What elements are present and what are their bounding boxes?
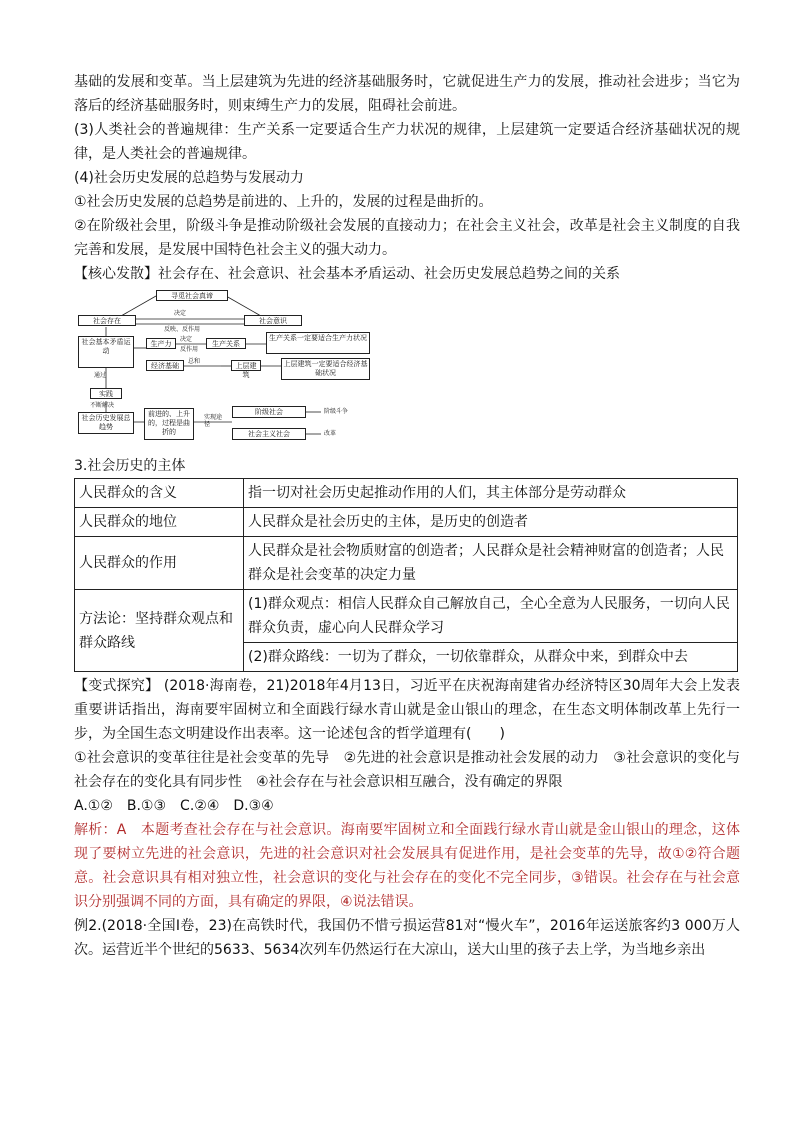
decide2-label: 决定 xyxy=(180,336,193,343)
superstructure-box: 上层建筑 xyxy=(231,360,261,371)
sum-label: 总和 xyxy=(188,358,201,365)
reflect-label: 反映、反作用 xyxy=(164,326,201,333)
table-cell: 指一切对社会历史起推动作用的人们，其主体部分是劳动群众 xyxy=(244,479,738,508)
table-cell: 人民群众的作用 xyxy=(75,537,244,590)
realize-label: 实现途径 xyxy=(204,414,223,428)
table-cell: 人民群众的含义 xyxy=(75,479,244,508)
paragraph-trend-2: ②在阶级社会里，阶级斗争是推动阶级社会发展的直接动力；在社会主义社会，改革是社会主义制度的自我完善和发展，是发展中国特色社会主义的强大动力。 xyxy=(74,218,740,258)
paragraph-economic-base: 基础的发展和变革。当上层建筑为先进的经济基础服务时，它就促进生产力的发展，推动社会进步；当它为落后的经济基础服务时，则束缚生产力的发展，阻碍社会前进。 xyxy=(74,74,740,114)
through-label: 通过 xyxy=(94,372,107,379)
analysis-text: 解析：A 本题考查社会存在与社会意识。海南要牢固树立和全面践行绿水青山就是金山银山的理念，这体现了要树立先进的社会意识，先进的社会意识对社会发展具有促进作用，是社会变革的先导，故①②符合题意。社会意识具有相对独立性，社会意识的变化与社会存在的变化不完全同步，③错误。社会存在与社会意识分别强调不同的方面，具有确定的界限，④说法错误。 xyxy=(74,822,740,910)
social-being-box: 社会存在 xyxy=(78,315,136,326)
document-page xyxy=(74,70,740,962)
table-cell: (1)群众观点：相信人民群众自己解放自己，全心全意为人民服务，一切向人民群众负责，虚心向人民群众学习 xyxy=(244,590,738,643)
question-options: ①社会意识的变革往往是社会变革的先导 ②先进的社会意识是推动社会发展的动力 ③社会意识的变化与社会存在的变化具有同步性 ④社会存在与社会意识相互融合，没有确定的界限 xyxy=(74,750,740,790)
core-heading: 【核心发散】社会存在、社会意识、社会基本矛盾运动、社会历史发展总趋势之间的关系 xyxy=(74,266,620,282)
paragraph-trend-1: ①社会历史发展的总趋势是前进的、上升的，发展的过程是曲折的。 xyxy=(74,194,493,210)
table-cell: (2)群众路线：一切为了群众，一切依靠群众，从群众中来，到群众中去 xyxy=(244,643,738,672)
table-cell: 人民群众的地位 xyxy=(75,508,244,537)
social-consciousness-box: 社会意识 xyxy=(244,315,302,326)
table-row xyxy=(75,479,738,508)
solve-label: 不断解决 xyxy=(90,402,115,409)
practice-box: 实践 xyxy=(90,388,122,399)
answer-choices: A.①② B.①③ C.②④ D.③④ xyxy=(74,798,274,814)
trend-desc-box: 前进的、上升的，过程是曲折的 xyxy=(144,408,194,440)
productive-forces-box: 生产力 xyxy=(146,338,176,349)
top-box: 寻觅社会真谛 xyxy=(156,290,228,301)
variant-question: 【变式探究】 (2018·海南卷，21)2018年4月13日，习近平在庆祝海南建省办经济特区30周年大会上发表重要讲话指出，海南要牢固树立和全面践行绿水青山就是金山银山的理念，在生态文明体制改革上先行一步，为全国生态文明建设作出表率。这一论述包含的哲学道理有( ) xyxy=(74,678,740,742)
table-row xyxy=(75,508,738,537)
paragraph-universal-law: (3)人类社会的普遍规律：生产关系一定要适合生产力状况的规律，上层建筑一定要适合经济基础状况的规律，是人类社会的普遍规律。 xyxy=(74,122,740,162)
section3-heading: 3.社会历史的主体 xyxy=(74,458,186,474)
example2-text: 例2.(2018·全国Ⅰ卷，23)在高铁时代，我国仍不惜亏损运营81对“慢火车”，2016年运送旅客约3 000万人次。运营近半个世纪的5633、5634次列车仍然运行在大凉山，送大山里的孩子去上学，为当地乡亲出 xyxy=(74,918,740,958)
table-cell: 人民群众是社会历史的主体，是历史的创造者 xyxy=(244,508,738,537)
rule1-box: 生产关系一定要适合生产力状况 xyxy=(266,332,370,354)
reform-label: 改革 xyxy=(324,430,337,437)
socialist-society-box: 社会主义社会 xyxy=(232,428,306,440)
table-cell: 人民群众是社会物质财富的创造者；人民群众是社会精神财富的创造者；人民群众是社会变革的决定力量 xyxy=(244,537,738,590)
basic-contradiction-box: 社会基本矛盾运动 xyxy=(78,336,134,368)
production-relations-box: 生产关系 xyxy=(206,338,246,349)
counter-label: 反作用 xyxy=(180,346,199,353)
table-row xyxy=(75,590,738,643)
masses-table xyxy=(74,478,738,672)
decide-label: 决定 xyxy=(174,310,187,317)
paragraph-trend-heading: (4)社会历史发展的总趋势与发展动力 xyxy=(74,170,304,186)
table-cell: 方法论：坚持群众观点和群众路线 xyxy=(75,590,244,672)
trend-box: 社会历史发展总趋势 xyxy=(78,412,134,434)
relation-diagram xyxy=(76,288,376,448)
class-struggle-label: 阶级斗争 xyxy=(324,408,349,415)
class-society-box: 阶级社会 xyxy=(232,406,306,418)
economic-base-box: 经济基础 xyxy=(146,360,184,371)
rule2-box: 上层建筑一定要适合经济基础状况 xyxy=(281,358,370,380)
table-row xyxy=(75,537,738,590)
